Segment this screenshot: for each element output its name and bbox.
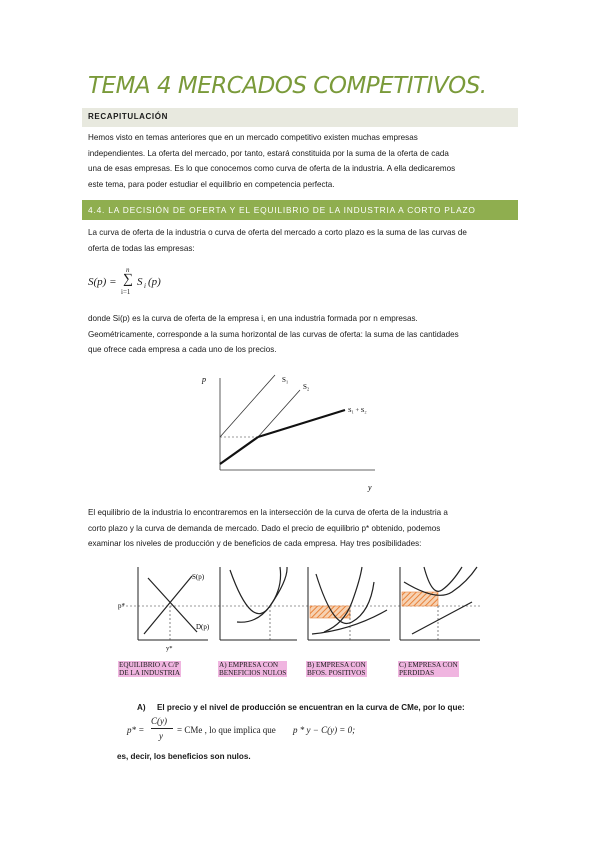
d-label: D(p) (196, 623, 210, 631)
case-a-text: El precio y el nivel de producción se encuentran en la curva de CMe, por lo que: (157, 703, 465, 712)
paragraph-line: una de esas empresas. Es lo que conocemos como curva de oferta de la industria. A ella dedicaremos (88, 164, 456, 173)
formula-term-arg: (p) (148, 276, 161, 288)
equilibrium-paragraph (88, 505, 518, 552)
formula-sum-symbol: ∑ (123, 272, 133, 287)
caption-line: EQUILIBRIO A C/P (119, 661, 179, 669)
s1-label: S₁ (282, 376, 289, 384)
case-a-formula (127, 716, 477, 744)
formula-lhs: S(p) = (88, 276, 117, 288)
sum-label: S₁ + S₂ (348, 407, 367, 414)
case-a-closing: es, decir, los beneficios son nulos. (117, 752, 251, 761)
formula-middle: = CMe , lo que implica que (177, 725, 276, 735)
caption-line: BENEFICIOS NULOS (219, 669, 287, 677)
supply-sum-chart (200, 370, 400, 495)
sum-curve-upper (258, 410, 345, 437)
paragraph-line: corto plazo y la curva de demanda de mercado. Dado el precio de equilibrio p* obtenido, podemos (88, 523, 441, 533)
s-label: S(p) (192, 573, 205, 581)
p-axis-label: p (202, 375, 206, 384)
paragraph-line: El equilibrio de la industria lo encontraremos en la intersección de la curva de oferta de la industria a (88, 508, 448, 517)
formula-sum-bottom: i=1 (121, 288, 131, 296)
industry-supply-curve (144, 576, 192, 634)
formula-numerator: C(y) (151, 716, 167, 726)
caption-line: DE LA INDUSTRIA (119, 669, 181, 677)
paragraph-line: independientes. La oferta del mercado, por tanto, estará constituida por la suma de la oferta de cada (88, 148, 449, 158)
s2-label: S₂ (303, 383, 310, 391)
supply-sum-formula (88, 266, 178, 304)
paragraph-line: oferta de todas las empresas: (88, 243, 195, 253)
panel-zero-profit (220, 567, 297, 640)
formula-end: p * y − C(y) = 0; (293, 725, 356, 735)
caption-line: A) EMPRESA CON (219, 661, 279, 669)
recap-heading: RECAPITULACIÓN (88, 112, 168, 121)
section-intro (88, 225, 518, 256)
caption-industry (118, 661, 181, 677)
caption-line: B) EMPRESA CON (307, 661, 366, 669)
formula-denominator: y (159, 731, 163, 741)
y-axis-label: y (368, 483, 372, 492)
paragraph-line: La curva de oferta de la industria o curva de oferta del mercado a corto plazo es la suma de las curvas de (88, 228, 467, 237)
fraction-bar (151, 728, 173, 729)
caption-line: PERDIDAS (399, 669, 435, 677)
paragraph-line: Geométricamente, corresponde a la suma horizontal de las curvas de oferta: la suma de las cantidades (88, 329, 459, 339)
panel-positive-profit (308, 567, 390, 640)
sum-curve-lower (220, 437, 258, 464)
equilibrium-panels-diagram (112, 562, 497, 652)
formula-term: S (137, 276, 143, 288)
paragraph-line: que ofrece cada empresa a cada uno de los precios. (88, 345, 277, 354)
formula-explanation (88, 311, 518, 358)
section-heading: 4.4. LA DECISIÓN DE OFERTA Y EL EQUILIBRIO DE LA INDUSTRIA A CORTO PLAZO (88, 205, 476, 215)
page-title: TEMA 4 MERCADOS COMPETITIVOS. (88, 73, 487, 99)
y-star-label: y* (166, 645, 173, 652)
paragraph-line: donde Si(p) es la curva de oferta de la empresa i, en una industria formada por n empresas. (88, 314, 418, 323)
formula-sum-top: n (126, 266, 130, 274)
caption-line: C) EMPRESA CON (399, 661, 458, 669)
paragraph-line: este tema, para poder estudiar el equilibrio en competencia perfecta. (88, 179, 335, 189)
p-star-label: p* (118, 602, 125, 610)
formula-term-sub: i (144, 282, 146, 290)
caption-positive-profit (306, 661, 367, 677)
caption-losses (398, 661, 459, 677)
formula-prefix: p* = (127, 725, 145, 735)
caption-zero-profit (218, 661, 287, 677)
paragraph-line: examinar los niveles de producción y de beneficios de cada empresa. Hay tres posibilidades: (88, 539, 422, 548)
panel-industry (118, 567, 482, 652)
panel-losses (400, 567, 480, 640)
caption-line: BFOS. POSITIVOS (307, 669, 366, 677)
recap-paragraph (88, 130, 518, 192)
case-a-marker: A) (137, 703, 146, 712)
paragraph-line: Hemos visto en temas anteriores que en un mercado competitivo existen muchas empresas (88, 133, 418, 142)
industry-demand-curve (148, 578, 197, 632)
